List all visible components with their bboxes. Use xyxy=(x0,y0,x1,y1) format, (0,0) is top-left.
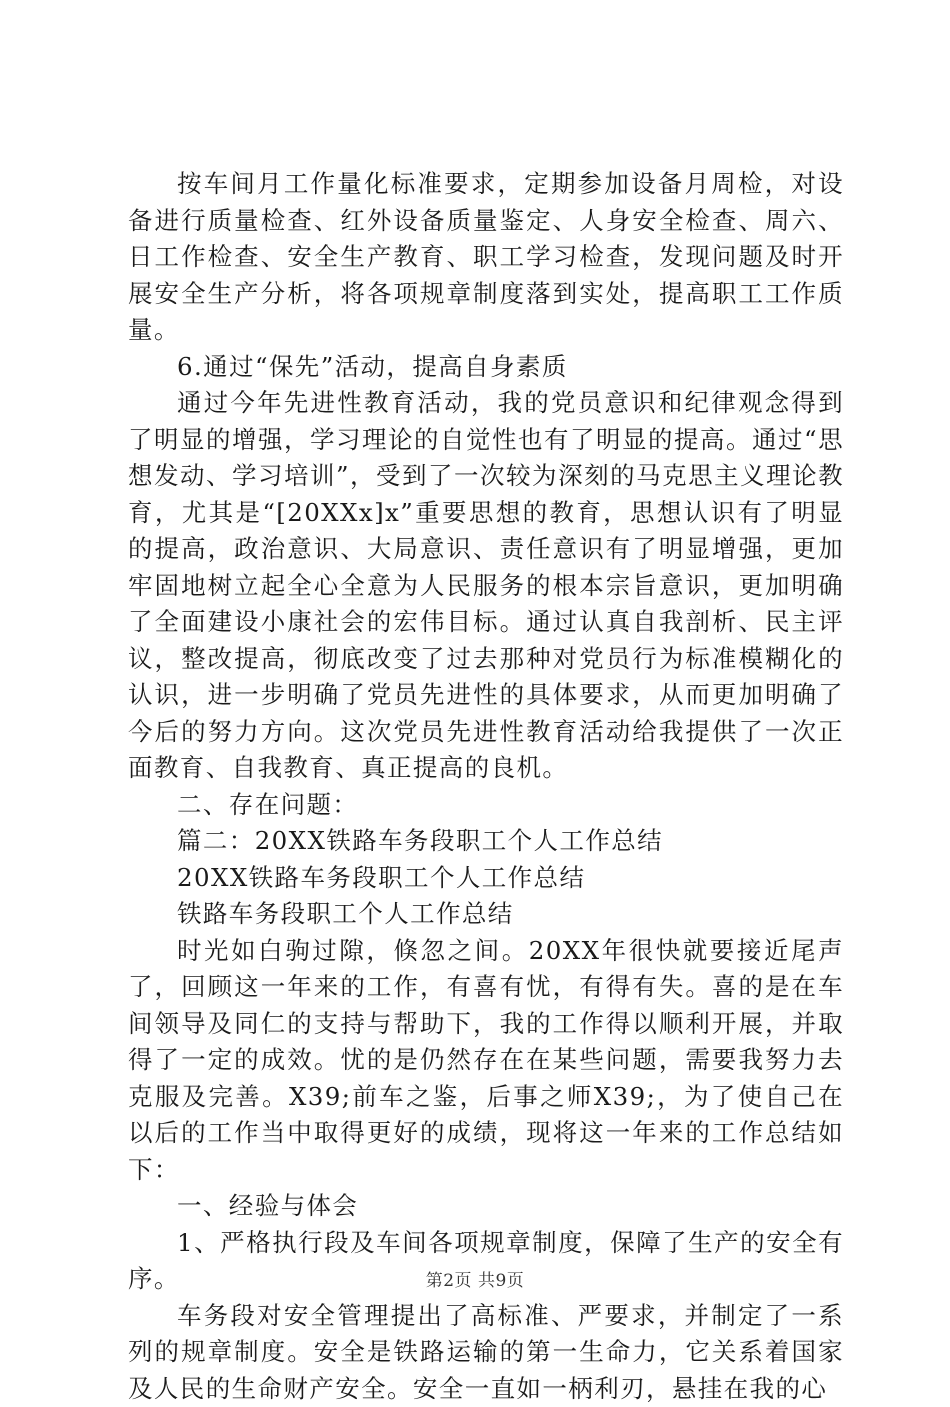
document-subtitle: 铁路车务段职工个人工作总结 xyxy=(128,896,844,933)
heading-problems: 二、存在问题： xyxy=(128,787,844,824)
heading-experience: 一、经验与体会 xyxy=(128,1188,844,1225)
document-body xyxy=(128,166,844,1407)
paragraph-education-activity: 通过今年先进性教育活动，我的党员意识和纪律观念得到了明显的增强，学习理论的自觉性也有了明显的提高。通过“思想发动、学习培训”，受到了一次较为深刻的马克思主义理论教育，尤其是“[20XXx]x”重要思想的教育，思想认识有了明显的提高，政治意识、大局意识、责任意识有了明显增强，更加牢固地树立起全心全意为人民服务的根本宗旨意识，更加明确了全面建设小康社会的宏伟目标。通过认真自我剖析、民主评议，整改提高，彻底改变了过去那种对党员行为标准模糊化的认识，进一步明确了党员先进性的具体要求，从而更加明确了今后的努力方向。这次党员先进性教育活动给我提供了一次正面教育、自我教育、真正提高的良机。 xyxy=(128,385,844,787)
paragraph-intro: 时光如白驹过隙，倏忽之间。20XX年很快就要接近尾声了，回顾这一年来的工作，有喜有忧，有得有失。喜的是在车间领导及同仁的支持与帮助下，我的工作得以顺利开展，并取得了一定的成效。忧的是仍然存在在某些问题，需要我努力去克服及完善。X39;前车之鉴，后事之师X39;，为了使自己在以后的工作当中取得更好的成绩，现将这一年来的工作总结如下： xyxy=(128,933,844,1189)
paragraph-inspection: 按车间月工作量化标准要求，定期参加设备月周检，对设备进行质量检查、红外设备质量鉴定、人身安全检查、周六、日工作检查、安全生产教育、职工学习检查，发现问题及时开展安全生产分析，将各项规章制度落到实处，提高职工工作质量。 xyxy=(128,166,844,349)
page-number: 第2页 共9页 xyxy=(0,1266,950,1291)
heading-rules: 1、严格执行段及车间各项规章制度，保障了生产的安全有序。 xyxy=(128,1225,844,1298)
heading-baoxian-activity: 6.通过“保先”活动，提高自身素质 xyxy=(128,349,844,386)
heading-part-two: 篇二：20XX铁路车务段职工个人工作总结 xyxy=(128,823,844,860)
document-title: 20XX铁路车务段职工个人工作总结 xyxy=(128,860,844,897)
paragraph-safety: 车务段对安全管理提出了高标准、严要求，并制定了一系列的规章制度。安全是铁路运输的第一生命力，它关系着国家及人民的生命财产安全。安全一直如一柄利刃，悬挂在我的心 xyxy=(128,1298,844,1407)
